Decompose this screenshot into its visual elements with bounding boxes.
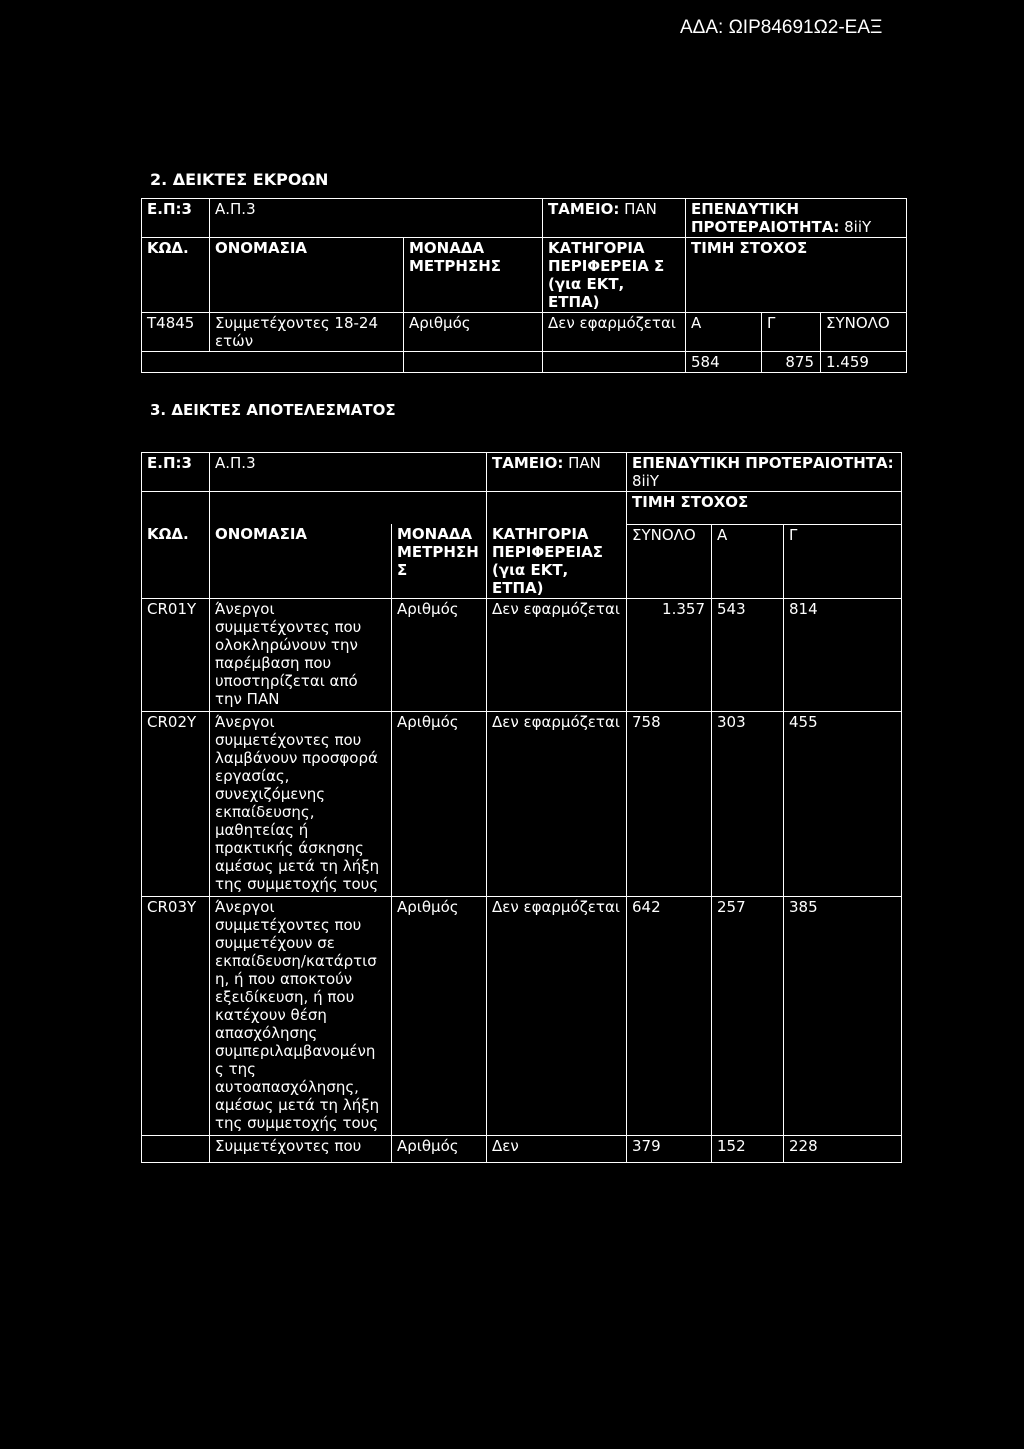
table-row bbox=[142, 1136, 902, 1163]
section-title-output-indicators: 2. ΔΕΙΚΤΕΣ ΕΚΡΟΩΝ bbox=[150, 170, 329, 189]
empty-cell bbox=[142, 492, 210, 525]
row-unit: Αριθμός bbox=[392, 1136, 487, 1163]
col-header-code: ΚΩΔ. bbox=[142, 524, 210, 599]
table-row bbox=[142, 492, 902, 525]
row-g: 814 bbox=[784, 599, 902, 712]
col-header-name: ΟΝΟΜΑΣΙΑ bbox=[210, 524, 392, 599]
target-value-a: 584 bbox=[686, 352, 762, 373]
col-header-unit: ΜΟΝΑΔΑ ΜΕΤΡΗΣΗΣ bbox=[404, 238, 543, 313]
row-a: 543 bbox=[712, 599, 784, 712]
row-name: Συμμετέχοντες που bbox=[210, 1136, 392, 1163]
row-unit: Αριθμός bbox=[392, 897, 487, 1136]
table-row bbox=[142, 313, 907, 352]
row-category: Δεν bbox=[487, 1136, 627, 1163]
row-unit: Αριθμός bbox=[392, 712, 487, 897]
empty-cell bbox=[487, 492, 627, 525]
row-category: Δεν εφαρμόζεται bbox=[487, 712, 627, 897]
ep-cell: Ε.Π:3 bbox=[142, 453, 210, 492]
priority-label: ΕΠΕΝΔΥΤΙΚΗ ΠΡΟΤΕΡΑΙΟΤΗΤΑ: bbox=[632, 454, 894, 472]
row-code: CR02Y bbox=[142, 712, 210, 897]
empty-cell bbox=[142, 352, 404, 373]
row-name: Άνεργοι συμμετέχοντες που συμμετέχουν σε εκπαίδευση/κατάρτισ η, ή που αποκτούν εξειδίκευση, ή που κατέχουν θέση απασχόλησης συμπεριλαμβανομένη ς της αυτοαπασχόλησης, αμέσως μετά τη λήξη της συμμετοχής τους bbox=[210, 897, 392, 1136]
table-row bbox=[142, 712, 902, 897]
row-total: 758 bbox=[627, 712, 712, 897]
ap-cell: Α.Π.3 bbox=[210, 199, 543, 238]
priority-value: 8iiY bbox=[844, 218, 872, 236]
col-header-a: Α bbox=[712, 524, 784, 599]
priority-value: 8iiY bbox=[632, 472, 660, 490]
col-header-total: ΣΥΝΟΛΟ bbox=[627, 524, 712, 599]
row-total: 1.357 bbox=[627, 599, 712, 712]
target-value-total: 1.459 bbox=[821, 352, 907, 373]
target-header-a: Α bbox=[686, 313, 762, 352]
row-name: Άνεργοι συμμετέχοντες που ολοκληρώνουν την παρέμβαση που υποστηρίζεται από την ΠΑΝ bbox=[210, 599, 392, 712]
row-category: Δεν εφαρμόζεται bbox=[487, 599, 627, 712]
table-row bbox=[142, 524, 902, 599]
empty-cell bbox=[543, 352, 686, 373]
row-a: 303 bbox=[712, 712, 784, 897]
table-row bbox=[142, 599, 902, 712]
priority-cell bbox=[627, 453, 902, 492]
row-code: CR01Y bbox=[142, 599, 210, 712]
row-a: 152 bbox=[712, 1136, 784, 1163]
target-header-g: Γ bbox=[762, 313, 821, 352]
ep-cell: Ε.Π:3 bbox=[142, 199, 210, 238]
row-code: CR03Y bbox=[142, 897, 210, 1136]
priority-cell bbox=[686, 199, 907, 238]
col-header-g: Γ bbox=[784, 524, 902, 599]
table-row bbox=[142, 352, 907, 373]
fund-label: ΤΑΜΕΙΟ: bbox=[548, 200, 620, 218]
table-row bbox=[142, 897, 902, 1136]
col-header-unit: ΜΟΝΑΔΑ ΜΕΤΡΗΣΗ Σ bbox=[392, 524, 487, 599]
col-header-target: ΤΙΜΗ ΣΤΟΧΟΣ bbox=[627, 492, 902, 525]
row-g: 228 bbox=[784, 1136, 902, 1163]
row-unit: Αριθμός bbox=[392, 599, 487, 712]
table-row bbox=[142, 238, 907, 313]
fund-cell bbox=[487, 453, 627, 492]
target-header-total: ΣΥΝΟΛΟ bbox=[821, 313, 907, 352]
target-value-g: 875 bbox=[762, 352, 821, 373]
fund-value: ΠΑΝ bbox=[624, 200, 657, 218]
col-header-target: ΤΙΜΗ ΣΤΟΧΟΣ bbox=[686, 238, 907, 313]
row-code bbox=[142, 1136, 210, 1163]
row-total: 379 bbox=[627, 1136, 712, 1163]
fund-label: ΤΑΜΕΙΟ: bbox=[492, 454, 564, 472]
row-code: Τ4845 bbox=[142, 313, 210, 352]
row-a: 257 bbox=[712, 897, 784, 1136]
empty-cell bbox=[210, 492, 487, 525]
ap-cell: Α.Π.3 bbox=[210, 453, 487, 492]
col-header-code: ΚΩΔ. bbox=[142, 238, 210, 313]
col-header-name: ΟΝΟΜΑΣΙΑ bbox=[210, 238, 404, 313]
empty-cell bbox=[404, 352, 543, 373]
table-row bbox=[142, 453, 902, 492]
col-header-category: ΚΑΤΗΓΟΡΙΑ ΠΕΡΙΦΕΡΕΙΑΣ (για ΕΚΤ, ΕΤΠΑ) bbox=[487, 524, 627, 599]
row-unit: Αριθμός bbox=[404, 313, 543, 352]
section-title-result-indicators: 3. ΔΕΙΚΤΕΣ ΑΠΟΤΕΛΕΣΜΑΤΟΣ bbox=[150, 401, 396, 419]
row-category: Δεν εφαρμόζεται bbox=[487, 897, 627, 1136]
row-name: Συμμετέχοντες 18-24 ετών bbox=[210, 313, 404, 352]
row-total: 642 bbox=[627, 897, 712, 1136]
col-header-category: ΚΑΤΗΓΟΡΙΑ ΠΕΡΙΦΕΡΕΙΑ Σ (για ΕΚΤ, ΕΤΠΑ) bbox=[543, 238, 686, 313]
row-g: 455 bbox=[784, 712, 902, 897]
row-g: 385 bbox=[784, 897, 902, 1136]
output-indicators-table bbox=[141, 198, 907, 373]
result-indicators-table bbox=[141, 452, 902, 1163]
table-row bbox=[142, 199, 907, 238]
fund-value: ΠΑΝ bbox=[568, 454, 601, 472]
priority-label: ΕΠΕΝΔΥΤΙΚΗ ΠΡΟΤΕΡΑΙΟΤΗΤΑ: bbox=[691, 200, 840, 236]
row-name: Άνεργοι συμμετέχοντες που λαμβάνουν προσφορά εργασίας, συνεχιζόμενης εκπαίδευσης, μαθητείας ή πρακτικής άσκησης αμέσως μετά τη λήξη της συμμετοχής τους bbox=[210, 712, 392, 897]
document-ada-code: ΑΔΑ: ΩΙΡ84691Ω2-ΕΑΞ bbox=[680, 17, 883, 38]
row-category: Δεν εφαρμόζεται bbox=[543, 313, 686, 352]
fund-cell bbox=[543, 199, 686, 238]
